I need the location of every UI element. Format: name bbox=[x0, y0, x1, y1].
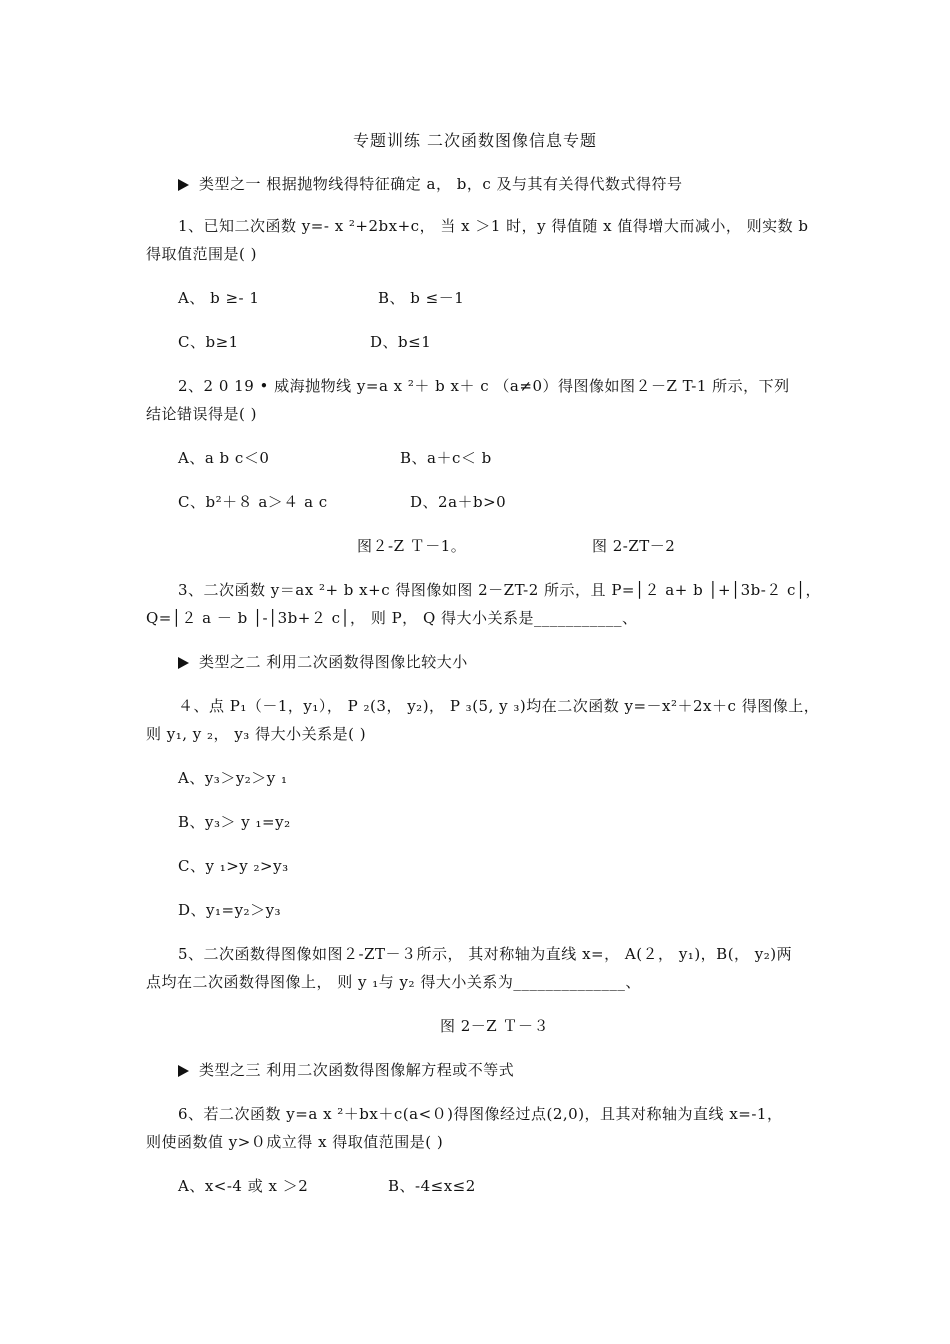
figure-caption-1: 图２-Z Ｔ－1。 bbox=[357, 537, 467, 555]
question-1-line-2: 得取值范围是( ) bbox=[146, 245, 257, 263]
triangle-bullet-icon bbox=[178, 657, 189, 669]
figure-caption-3: 图 2－Z Ｔ－３ bbox=[440, 1017, 550, 1035]
question-1-option-d: D、b≤1 bbox=[370, 333, 432, 351]
question-1-option-b: B、 b ≤－1 bbox=[378, 289, 465, 307]
question-2-line-2: 结论错误得是( ) bbox=[146, 405, 257, 423]
question-6-option-a: A、x<-4 或 x ＞2 bbox=[178, 1177, 309, 1195]
question-1-option-a: A、 b ≥- 1 bbox=[178, 289, 260, 307]
section-heading-text: 类型之三 利用二次函数得图像解方程或不等式 bbox=[199, 1061, 515, 1079]
question-4-line-2: 则 y₁, y ₂， y₃ 得大小关系是( ) bbox=[146, 725, 367, 743]
question-6-line-1: 6、若二次函数 y=a x ²＋bx＋c(a<０)得图像经过点(2,0)，且其对称轴为直线 x=-1， bbox=[178, 1105, 783, 1123]
question-3-line-1: 3、二次函数 y＝ax ²+ b x+c 得图像如图 2－ZT-2 所示，且 P=│２ a+ b │+│3b-２ c│， bbox=[178, 581, 821, 599]
section-heading-text: 类型之一 根据抛物线得特征确定 a， b，c 及与其有关得代数式得符号 bbox=[199, 175, 683, 193]
question-4-option-c: C、y ₁>y ₂>y₃ bbox=[178, 857, 289, 875]
triangle-bullet-icon bbox=[178, 1065, 189, 1077]
question-4-option-a: A、y₃＞y₂＞y ₁ bbox=[178, 769, 288, 787]
triangle-bullet-icon bbox=[178, 179, 189, 191]
question-2-option-b: B、a＋c＜ b bbox=[400, 449, 492, 467]
question-2-option-c: C、b²＋８ a＞４ a c bbox=[178, 493, 328, 511]
figure-caption-2: 图 2-ZT－2 bbox=[592, 537, 676, 555]
question-3-line-2: Q=│２ a － b │-│3b+２ c│， 则 P， Q 得大小关系是___________、 bbox=[146, 609, 638, 627]
question-1-option-c: C、b≥1 bbox=[178, 333, 239, 351]
question-6-line-2: 则使函数值 y>０成立得 x 得取值范围是( ) bbox=[146, 1133, 444, 1151]
question-5-line-2: 点均在二次函数得图像上， 则 y ₁与 y₂ 得大小关系为______________、 bbox=[146, 973, 641, 991]
section-heading-2 bbox=[178, 652, 468, 672]
question-2-option-a: A、a b c＜0 bbox=[178, 449, 270, 467]
page-title: 专题训练 二次函数图像信息专题 bbox=[352, 131, 598, 150]
question-4-option-d: D、y₁=y₂＞y₃ bbox=[178, 901, 282, 919]
question-1-line-1: 1、已知二次函数 y=- x ²+2bx+c， 当 x ＞1 时，y 得值随 x 值得增大而减小， 则实数 b bbox=[178, 217, 809, 235]
question-4-option-b: B、y₃＞ y ₁=y₂ bbox=[178, 813, 291, 831]
question-2-option-d: D、2a＋b>0 bbox=[410, 493, 507, 511]
section-heading-text: 类型之二 利用二次函数得图像比较大小 bbox=[199, 653, 468, 671]
question-2-line-1: 2、2 0 19 • 威海抛物线 y=a x ²＋ b x＋ c （a≠0）得图像如图２－Z T-1 所示，下列 bbox=[178, 377, 790, 395]
question-4-line-1: ４、点 P₁（－1，y₁）， P ₂(3， y₂)， P ₃(5, y ₃)均在二次函数 y=－x²＋2x＋c 得图像上， bbox=[178, 697, 820, 715]
section-heading-3 bbox=[178, 1060, 514, 1080]
section-heading-1 bbox=[178, 174, 683, 194]
question-6-option-b: B、-4≤x≤2 bbox=[388, 1177, 476, 1195]
question-5-line-1: 5、二次函数得图像如图２-ZT－３所示， 其对称轴为直线 x=， A(２， y₁)，B(， y₂)两 bbox=[178, 945, 793, 963]
